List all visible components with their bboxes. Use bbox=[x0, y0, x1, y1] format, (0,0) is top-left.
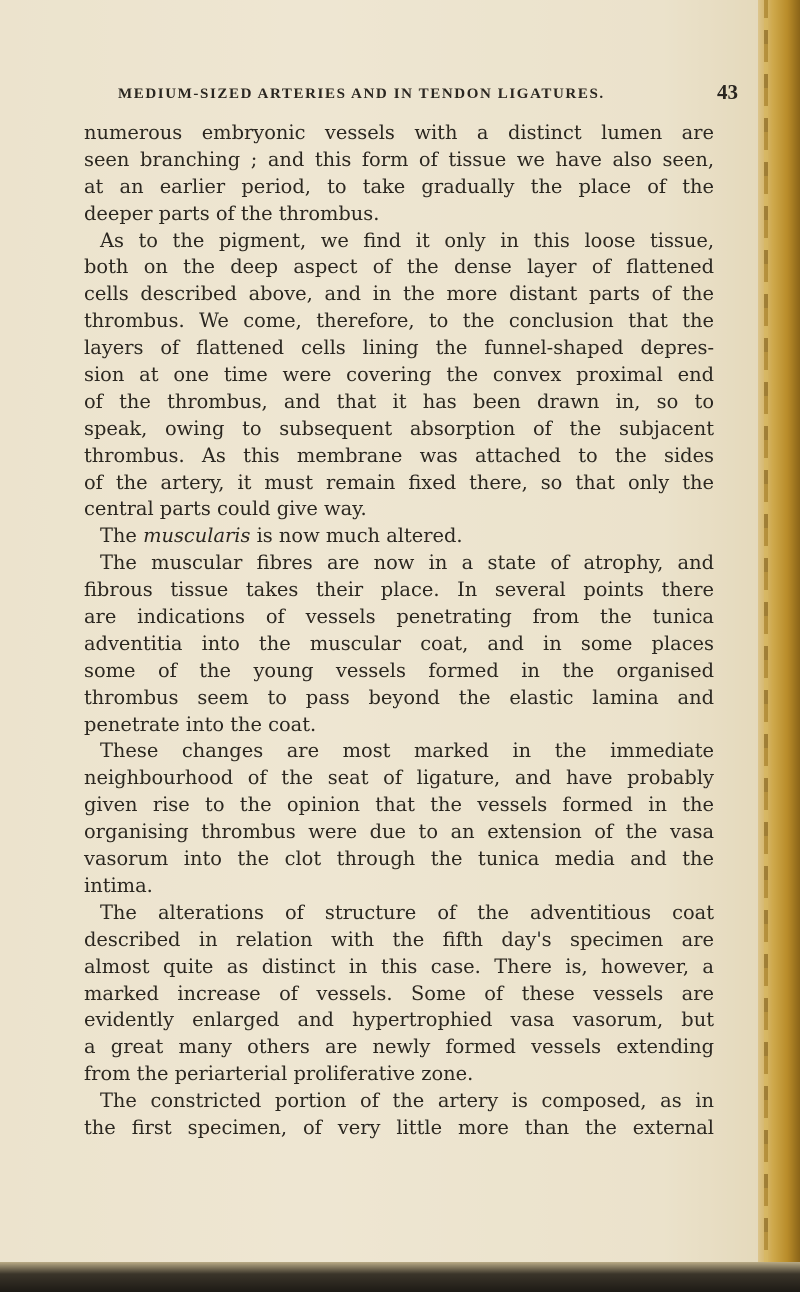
text-line: sion at one time were covering the convex proximal end bbox=[84, 363, 714, 387]
text-line: evidently enlarged and hypertrophied vasa vasorum, but bbox=[84, 1008, 714, 1032]
text-line: thrombus. As this membrane was attached to the sides bbox=[84, 443, 714, 467]
page-bottom-shadow bbox=[0, 1262, 800, 1292]
text-line: numerous embryonic vessels with a distinct lumen are bbox=[84, 121, 714, 144]
text-line-italic bbox=[84, 523, 714, 550]
text-fragment: The bbox=[100, 524, 144, 548]
text-line: are indications of vessels penetrating from the tunica bbox=[84, 605, 714, 629]
text-line: The constricted portion of the artery is composed, as in bbox=[100, 1089, 714, 1113]
text-line: As to the pigment, we find it only in this loose tissue, bbox=[100, 228, 714, 252]
text-line: of the artery, it must remain fixed there, so that only the bbox=[84, 470, 714, 494]
text-line: speak, owing to subsequent absorption of the subjacent bbox=[84, 416, 714, 440]
book-binding-edge bbox=[758, 0, 800, 1292]
text-fragment: is now much altered. bbox=[250, 524, 463, 548]
running-title: MEDIUM-SIZED ARTERIES AND IN TENDON LIGATURES. bbox=[118, 86, 605, 102]
text-line: described in relation with the fifth day's specimen are bbox=[84, 927, 714, 951]
text-line: intima. bbox=[84, 873, 153, 897]
text-line: a great many others are newly formed vessels extending bbox=[84, 1035, 714, 1059]
text-line: seen branching ; and this form of tissue we have also seen, bbox=[84, 147, 714, 171]
running-header bbox=[118, 80, 738, 104]
italic-term: muscularis bbox=[143, 524, 251, 548]
text-line: of the thrombus, and that it has been drawn in, so to bbox=[84, 389, 714, 413]
text-line: central parts could give way. bbox=[84, 497, 367, 521]
text-line: at an earlier period, to take gradually the place of the bbox=[84, 174, 714, 198]
text-line: both on the deep aspect of the dense layer of flattened bbox=[84, 255, 714, 279]
text-line: The muscular fibres are now in a state of atrophy, and bbox=[100, 551, 714, 575]
text-line: vasorum into the clot through the tunica media and the bbox=[84, 847, 714, 871]
text-line: thrombus. We come, therefore, to the conclusion that the bbox=[84, 309, 714, 333]
text-line: fibrous tissue takes their place. In several points there bbox=[84, 578, 714, 602]
page-number: 43 bbox=[717, 80, 738, 104]
text-line: the first specimen, of very little more than the external bbox=[84, 1115, 714, 1139]
body-text bbox=[84, 120, 714, 1142]
text-line: from the periarterial proliferative zone. bbox=[84, 1062, 474, 1086]
text-line: cells described above, and in the more distant parts of the bbox=[84, 282, 714, 306]
text-line: adventitia into the muscular coat, and in some places bbox=[84, 631, 714, 655]
text-line: The alterations of structure of the adventitious coat bbox=[100, 900, 714, 924]
text-line: marked increase of vessels. Some of these vessels are bbox=[84, 981, 714, 1005]
text-line: almost quite as distinct in this case. There is, however, a bbox=[84, 954, 714, 978]
text-line: layers of flattened cells lining the funnel-shaped depres- bbox=[84, 336, 714, 360]
text-line: These changes are most marked in the immediate bbox=[100, 739, 714, 763]
text-line: penetrate into the coat. bbox=[84, 712, 317, 736]
text-line: neighbourhood of the seat of ligature, and have probably bbox=[84, 766, 714, 790]
text-line: organising thrombus were due to an extension of the vasa bbox=[84, 820, 714, 844]
text-line: given rise to the opinion that the vessels formed in the bbox=[84, 793, 714, 817]
text-line: some of the young vessels formed in the organised bbox=[84, 658, 714, 682]
text-line: thrombus seem to pass beyond the elastic lamina and bbox=[84, 685, 714, 709]
text-line: deeper parts of the thrombus. bbox=[84, 201, 380, 225]
